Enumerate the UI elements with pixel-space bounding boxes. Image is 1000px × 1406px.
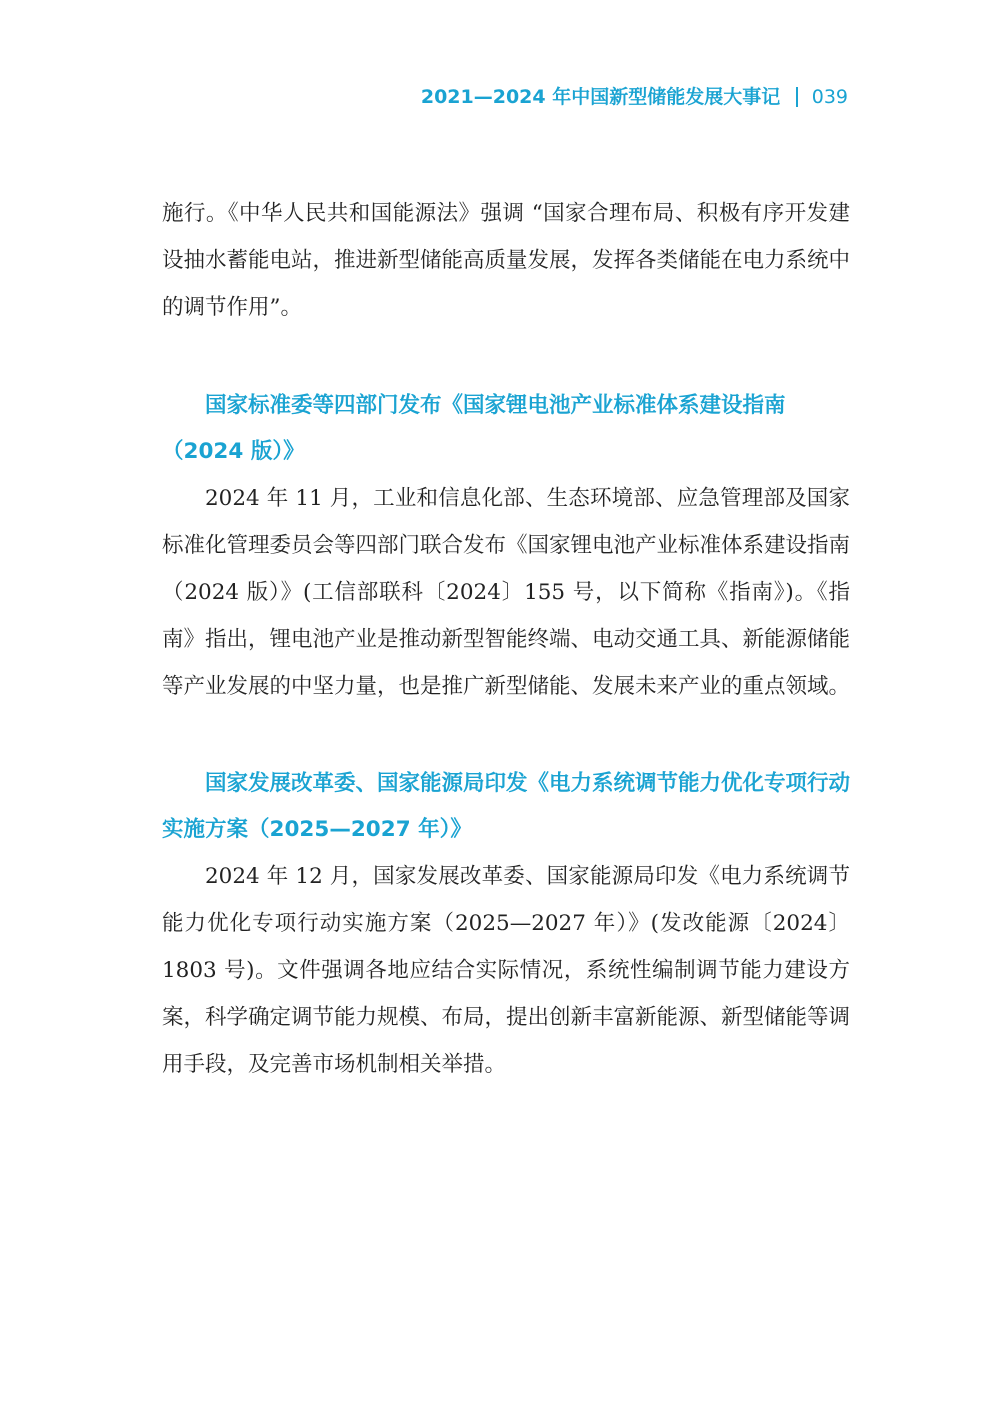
section-heading-lithium-guide: 国家标准委等四部门发布《国家锂电池产业标准体系建设指南（2024 版）》 [162, 393, 786, 464]
page-number: 039 [811, 86, 848, 108]
section-body-regulation-plan: 2024 年 12 月，国家发展改革委、国家能源局印发《电力系统调节能力优化专项行动实施方案（2025—2027 年）》(发改能源〔2024〕1803 号)。文件强调各地应结合实际情况，系统性编制调节能力建设方案，科学确定调节能力规模、布局，提出创新丰富新能源、新型储能等调用手段，及完善市场机制相关举措。 [162, 864, 851, 1077]
header-title: 2021—2024 年中国新型储能发展大事记 [420, 86, 781, 108]
page-content [162, 190, 850, 1088]
running-header [421, 82, 848, 112]
intro-paragraph: 施行。《中华人民共和国能源法》强调 “国家合理布局、积极有序开发建设抽水蓄能电站，推进新型储能高质量发展，发挥各类储能在电力系统中的调节作用”。 [162, 201, 851, 320]
section-heading-regulation-plan: 国家发展改革委、国家能源局印发《电力系统调节能力优化专项行动实施方案（2025—2027 年）》 [162, 771, 851, 842]
header-divider [796, 87, 798, 107]
section-body-lithium-guide: 2024 年 11 月，工业和信息化部、生态环境部、应急管理部及国家标准化管理委员会等四部门联合发布《国家锂电池产业标准体系建设指南（2024 版）》(工信部联科〔2024〕155 号，以下简称《指南》)。《指南》指出，锂电池产业是推动新型智能终端、电动交通工具、新能源储能等产业发展的中坚力量，也是推广新型储能、发展未来产业的重点领域。 [162, 486, 851, 699]
